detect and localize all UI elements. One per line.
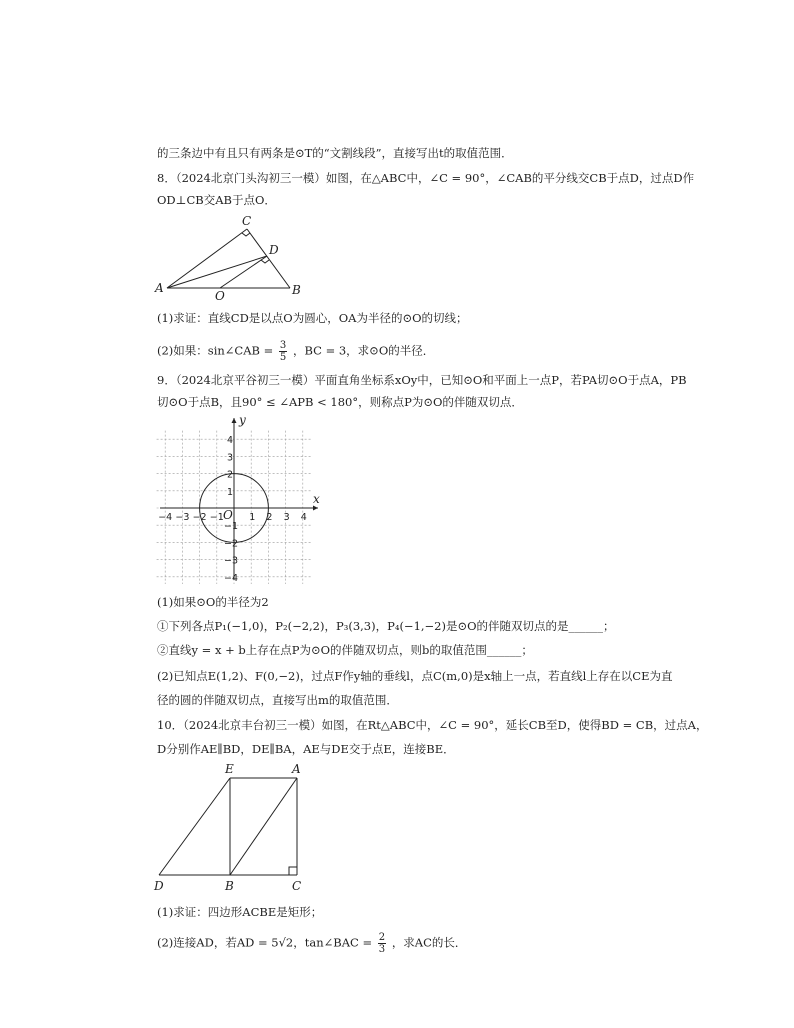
frac-num: 3 [279,340,287,351]
q9-part2-cont: 径的圆的伴随双切点，直接写出m的取值范围． [157,693,398,707]
q8-triangle-figure [150,210,320,305]
y-tick-label: −2 [224,538,239,550]
q8-part2-pre: (2)如果：sin∠CAB = [157,343,274,358]
q10-stem-cont: D分别作AE∥BD，DE∥BA，AE与DE交于点E，连接BE． [157,742,455,756]
y-tick-label: 2 [227,469,234,481]
x-tick-label: −3 [175,512,190,523]
y-tick-label: −1 [224,521,239,533]
label-O: O [215,289,225,303]
fraction-3-5 [279,340,287,363]
q8-part2-post: ，BC = 3，求⊙O的半径． [292,343,435,358]
q8-stem-cont: OD⊥CB交AB于点O． [157,193,276,207]
q10-rectangle-figure [150,760,310,895]
q10-part2-pre: (2)连接AD，若AD = 5√2，tan∠BAC = [157,935,373,950]
y-tick-label: −4 [224,572,239,584]
origin-label: O [223,508,233,522]
q8-stem: 8．（2024北京门头沟初三一模）如图，在△ABC中，∠C = 90°，∠CAB的平分线交CB于点D，过点D作 [157,171,695,185]
label-C: C [292,879,302,893]
x-arrow-icon [313,506,318,511]
y-tick-label: −3 [224,555,239,567]
q10-stem: 10．（2024北京丰台初三一模）如图，在Rt△ABC中，∠C = 90°，延长CB至D，使得BD = CB，过点A， [157,718,708,732]
x-tick-label: 2 [266,512,273,523]
y-tick-label: 1 [227,486,234,498]
label-C: C [242,214,252,228]
label-D: D [269,243,279,257]
label-B: B [225,879,234,893]
y-tick-label: 4 [227,435,234,447]
x-tick-label: 1 [249,512,256,523]
label-A: A [155,281,164,295]
x-tick-label: 3 [283,512,290,523]
frac-den: 3 [378,944,386,955]
x-tick-label: −2 [192,512,207,523]
q9-stem-cont: 切⊙O于点B，且90° ≤ ∠APB < 180°，则称点P为⊙O的伴随双切点． [157,395,523,409]
fraction-2-3 [378,932,386,955]
y-arrow-icon [232,418,237,423]
q9-part1-b: ②直线y = x + b上存在点P为⊙O的伴随双切点，则b的取值范围______； [157,643,533,657]
q10-part2-post: ，求AC的长． [391,935,467,950]
y-tick-label: 3 [227,452,234,464]
label-D: D [154,879,164,893]
q9-part1: (1)如果⊙O的半径为2 [157,595,269,609]
q9-part1-a: ①下列各点P₁(−1,0)，P₂(−2,2)，P₃(3,3)，P₄(−1,−2)是⊙O的伴随双切点的是______； [157,619,615,633]
q9-stem: 9．（2024北京平谷初三一模）平面直角坐标系xOy中，已知⊙O和平面上一点P，若PA切⊙O于点A，PB [157,373,687,387]
q9-coordinate-grid [150,412,325,584]
label-B: B [292,283,301,297]
q10-part1: (1)求证：四边形ACBE是矩形； [157,905,323,919]
axis-y-label: y [239,413,246,427]
label-A: A [292,762,301,776]
q7-tail-text: 的三条边中有且只有两条是⊙T的“文割线段”，直接写出t的取值范围． [157,146,513,160]
frac-num: 2 [378,932,386,943]
q8-part2 [157,340,434,363]
axis-x-label: x [313,492,320,506]
q8-part1: (1)求证：直线CD是以点O为圆心，OA为半径的⊙O的切线； [157,311,468,325]
x-tick-label: −1 [209,512,224,523]
x-tick-label: −4 [158,512,173,523]
q10-part2 [157,932,466,955]
x-tick-label: 4 [300,512,307,523]
q9-part2: (2)已知点E(1,2)、F(0,−2)，过点F作y轴的垂线l，点C(m,0)是x轴上一点，若直线l上存在以CE为直 [157,669,673,683]
label-E: E [225,762,234,776]
frac-den: 5 [279,352,287,363]
